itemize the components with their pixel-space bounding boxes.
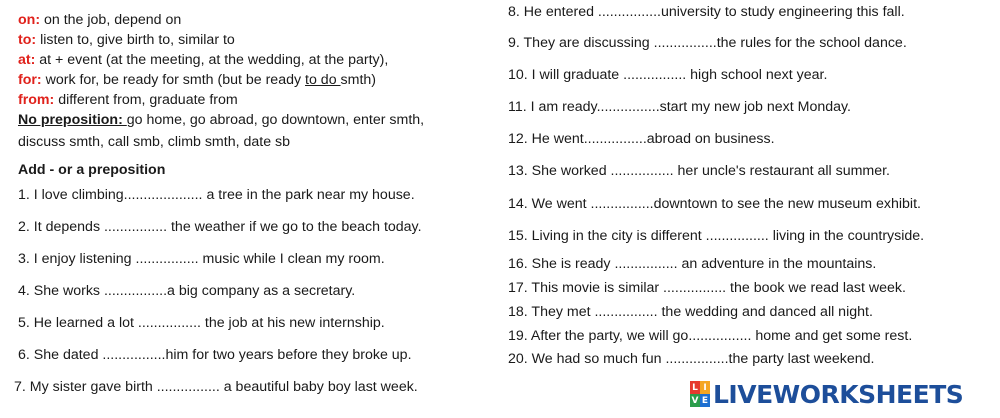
exercise-item-15: 15. Living in the city is different ................ living in the countryside.: [508, 228, 925, 244]
exercise-item-8: 8. He entered ................university to study engineering this fall.: [508, 4, 905, 20]
rule-for-text: work for, be ready for smth (but be ready: [41, 72, 306, 88]
exercise-item-16: 16. She is ready ................ an adventure in the mountains.: [508, 256, 877, 272]
rule-from-text: different from, graduate from: [54, 92, 238, 108]
rule-from: [18, 91, 238, 109]
exercise-item-7: 7. My sister gave birth ................ a beautiful baby boy last week.: [14, 379, 418, 395]
exercise-item-12: 12. He went................abroad on business.: [508, 131, 775, 147]
logo-badge-v: V: [691, 395, 699, 406]
logo-badge-l: L: [690, 381, 700, 394]
rule-to: [18, 31, 235, 49]
rule-from-keyword: from:: [18, 92, 55, 108]
logo-badge-i: I: [700, 381, 710, 394]
exercise-item-19: 19. After the party, we will go................ home and get some rest.: [508, 328, 913, 344]
exercise-item-4: 4. She works ................a big company as a secretary.: [18, 283, 356, 299]
exercise-item-13: 13. She worked ................ her uncle's restaurant all summer.: [508, 163, 890, 179]
exercise-item-9: 9. They are discussing ................the rules for the school dance.: [508, 35, 907, 51]
exercise-item-20: 20. We had so much fun ................the party last weekend.: [508, 351, 875, 367]
exercise-item-2: 2. It depends ................ the weather if we go to the beach today.: [18, 219, 422, 235]
rule-on-text: on the job, depend on: [40, 12, 182, 28]
rule-for-keyword: for:: [18, 72, 42, 88]
exercise-item-11: 11. I am ready................start my new job next Monday.: [508, 99, 851, 115]
exercise-item-18: 18. They met ................ the wedding and danced all night.: [508, 304, 873, 320]
rule-none-keyword: No preposition:: [18, 112, 127, 128]
logo-badge-e: E: [701, 395, 709, 406]
rule-for: [18, 71, 376, 89]
rule-no-preposition-cont: [18, 133, 290, 151]
rule-at-text: at + event (at the meeting, at the wedding, at the party),: [35, 52, 389, 68]
logo-text: LIVEWORKSHEETS: [713, 379, 964, 409]
logo-badge: [690, 381, 710, 407]
rule-on-keyword: on:: [18, 12, 41, 28]
rule-none-text2: discuss smth, call smb, climb smth, date sb: [18, 134, 291, 150]
exercise-item-10: 10. I will graduate ................ high school next year.: [508, 67, 828, 83]
exercise-item-6: 6. She dated ................him for two years before they broke up.: [18, 347, 412, 363]
rule-at-keyword: at:: [18, 52, 36, 68]
exercise-item-5: 5. He learned a lot ................ the job at his new internship.: [18, 315, 385, 331]
rule-to-text: listen to, give birth to, similar to: [36, 32, 235, 48]
exercise-item-14: 14. We went ................downtown to see the new museum exhibit.: [508, 196, 921, 212]
liveworksheets-logo: [690, 379, 963, 409]
exercise-item-3: 3. I enjoy listening ................ music while I clean my room.: [18, 251, 385, 267]
rule-for-underlined: to do: [305, 72, 341, 88]
rule-for-tail: smth): [340, 72, 376, 88]
rule-to-keyword: to:: [18, 32, 37, 48]
exercise-item-1: 1. I love climbing.................... a tree in the park near my house.: [18, 187, 415, 203]
rule-at: [18, 51, 388, 69]
exercise-heading: Add - or a preposition: [18, 162, 166, 178]
exercise-item-17: 17. This movie is similar ................ the book we read last week.: [508, 280, 906, 296]
rule-no-preposition: [18, 111, 424, 129]
rule-on: [18, 11, 181, 29]
rule-none-text: go home, go abroad, go downtown, enter smth,: [126, 112, 425, 128]
